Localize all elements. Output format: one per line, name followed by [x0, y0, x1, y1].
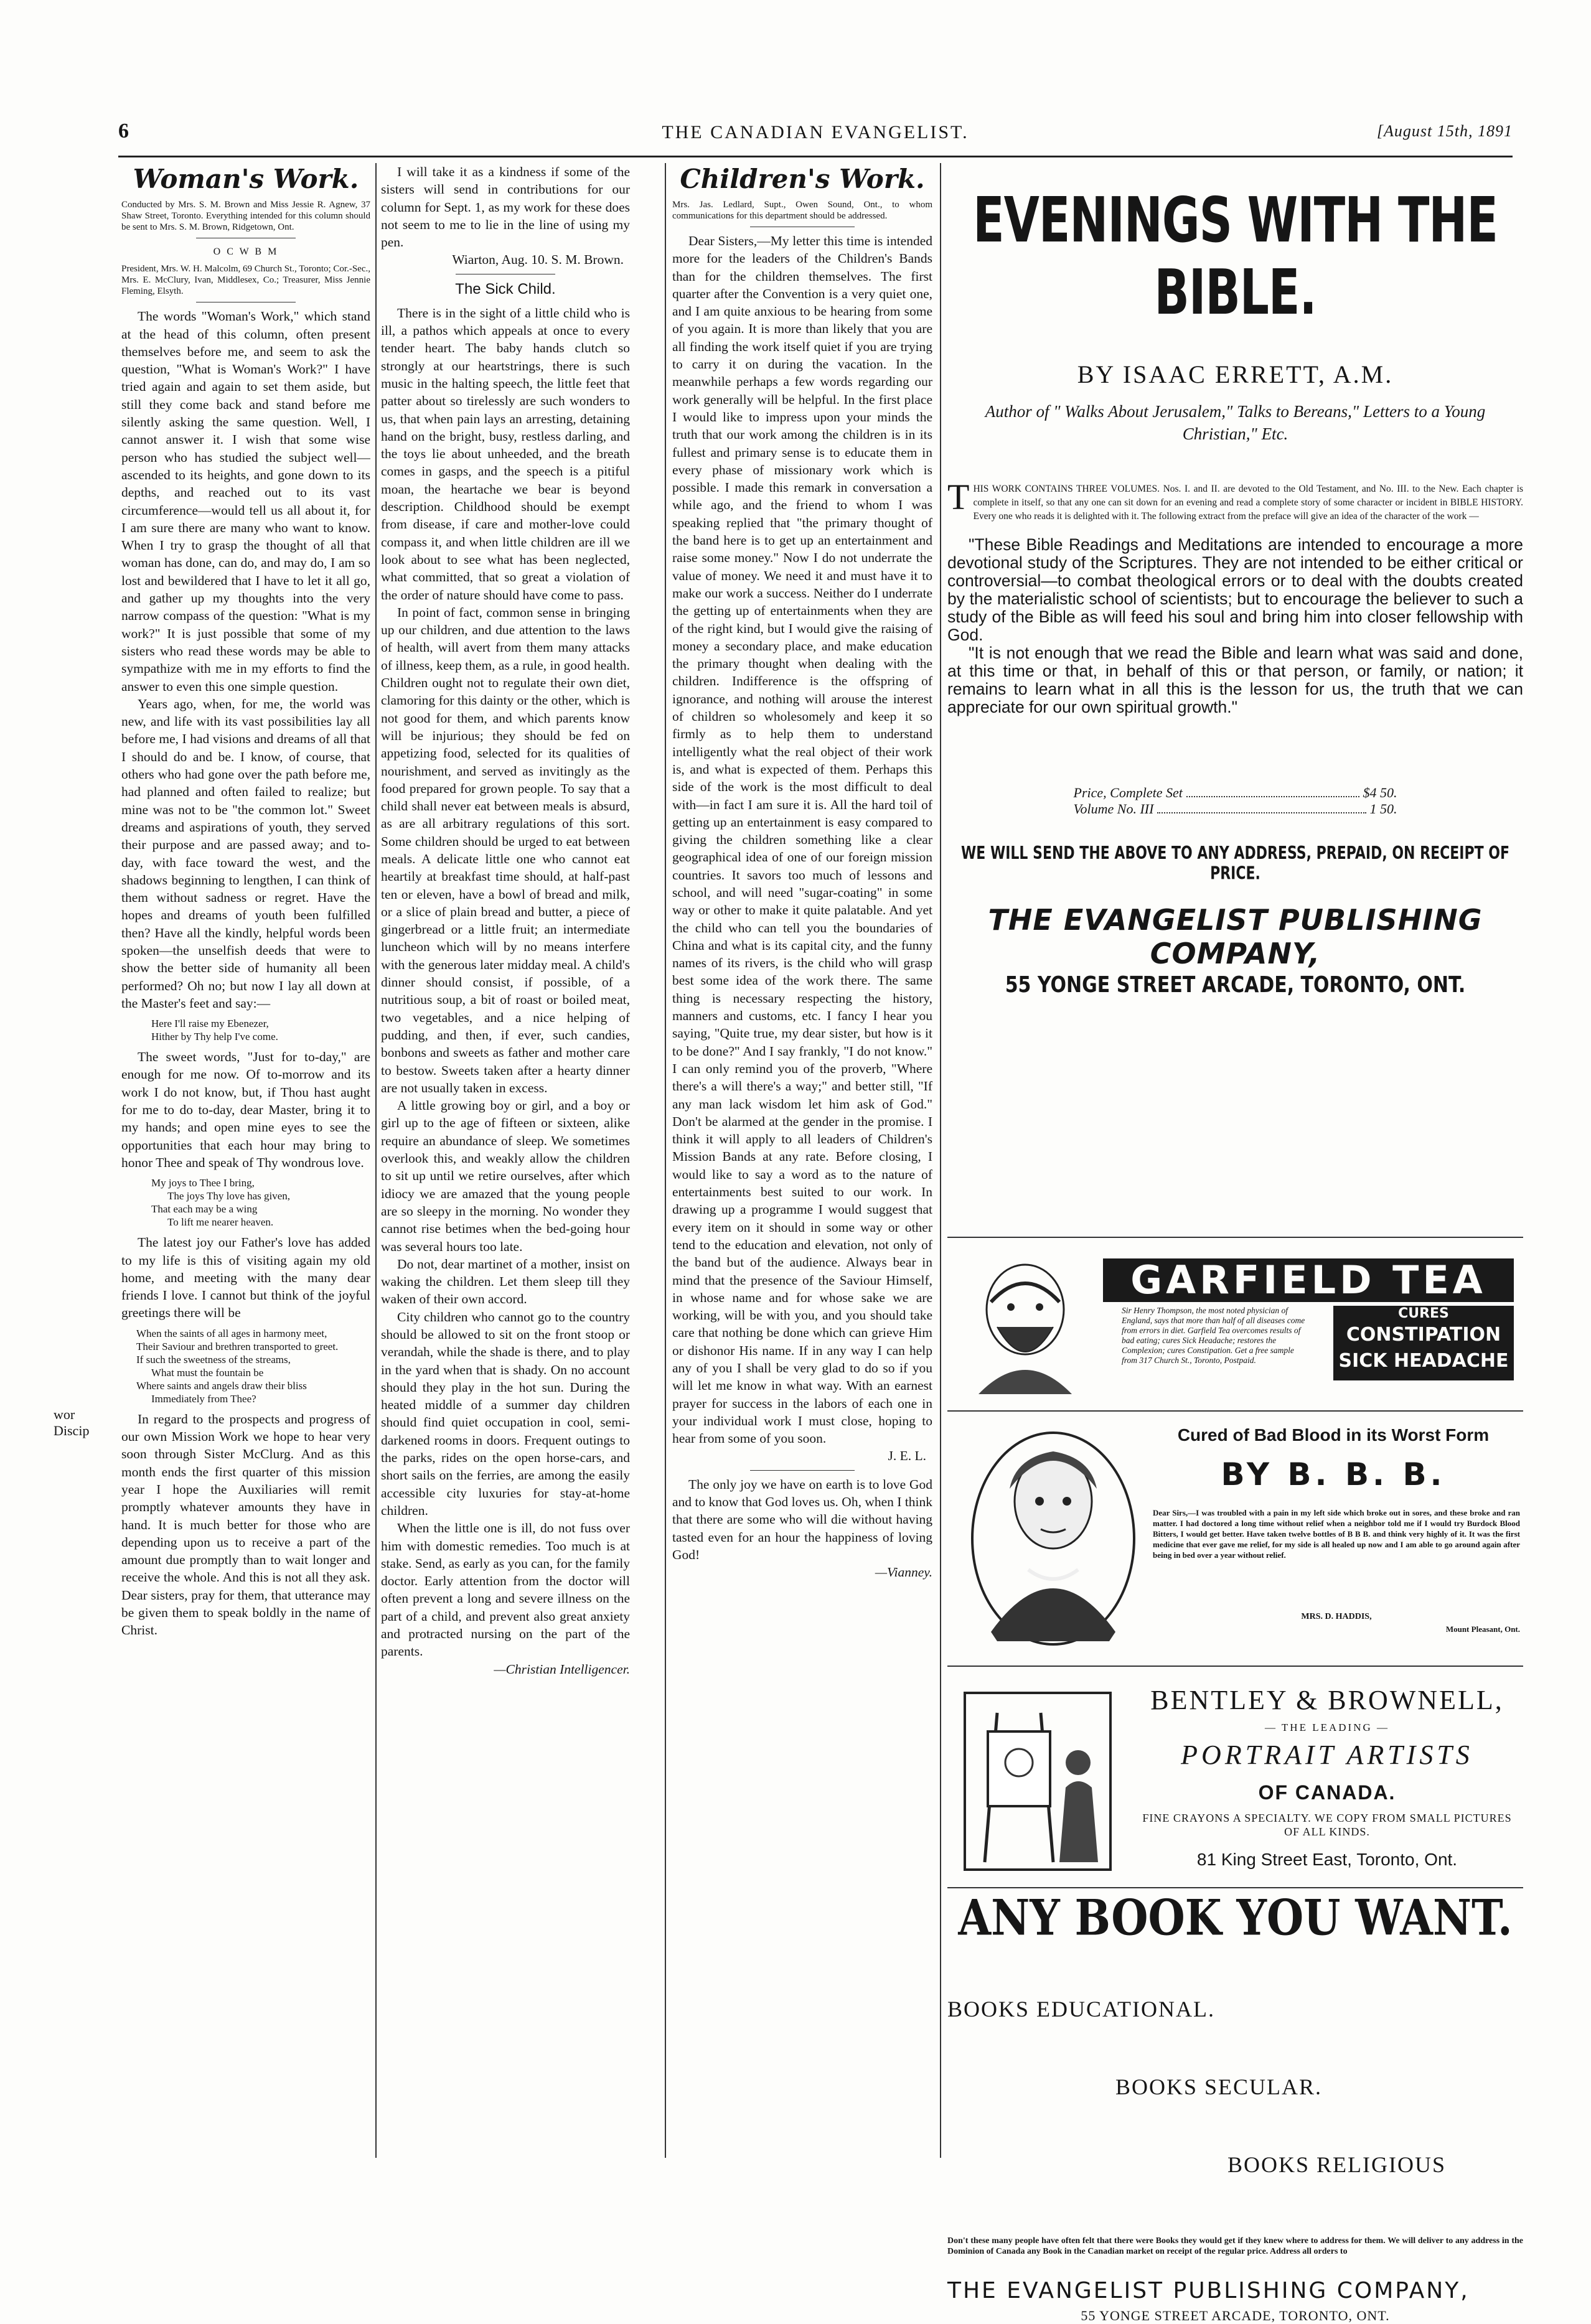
org-name: O C W B M [213, 246, 279, 257]
source-credit: —Vianney. [875, 1565, 932, 1580]
tea-banner: GARFIELD TEA [1103, 1258, 1514, 1302]
bible-ad-intro-text: HIS WORK CONTAINS THREE VOLUMES. Nos. I. and II. are devoted to the Old Testament, and No. III. to the New. Each chapter is complete in itself, so that any one can sit down for an evening and read a complete story of some character or incident in BIBLE HISTORY. Every one who reads it is delighted with it. The following extract from the preface will give an idea of the character of the work — [973, 484, 1523, 522]
bentley-leading: — THE LEADING — [1264, 1722, 1390, 1733]
signature: J. E. L. [888, 1448, 926, 1464]
books-line: BOOKS SECULAR. [1115, 2074, 1323, 2099]
bentley-brownell-ad [947, 1669, 1523, 1918]
paragraph: The only joy we have on earth is to love God and to know that God loves us. Oh, when I think that there are some who will die without having tasted even for an hour the happiness of loving God! [672, 1476, 932, 1562]
books-headline: ANY BOOK YOU WANT. [958, 1890, 1513, 1947]
books-address: 55 YONGE STREET ARCADE, TORONTO, ONT. [1081, 2308, 1390, 2323]
poem-line: Their Saviour and brethren transported to greet. [136, 1340, 339, 1352]
bible-ad-works: Author of " Walks About Jerusalem," Talks to Bereans," Letters to a Young Christian," Etc. [985, 402, 1486, 443]
poem-line: What must the fountain be [151, 1366, 264, 1379]
price-label: Price, Complete Set [1073, 785, 1183, 800]
margin-note: wor [54, 1407, 75, 1422]
poem-line: Hither by Thy help I've come. [151, 1031, 278, 1043]
price-value: 1 50. [1369, 801, 1397, 817]
ad-divider [947, 1410, 1523, 1412]
bbb-testimonial: Dear Sirs,—I was troubled with a pain in my left side which broke out in sores, and these broke and ran matter. I had doctored a long time without relief when a neighbor told me if I would try Burdock Blood Bitters, I would get better. Have taken twelve bottles of B B B. and think very highly of it. It was the first medicine that ever gave me relief, for my side is all healed up now and I am able to go around again after being in bed over a year without relief. [1153, 1508, 1520, 1560]
bbb-signature: MRS. D. HADDIS, [1301, 1612, 1372, 1621]
paragraph: When the little one is ill, do not fuss over him with domestic remedies. Too much is at stake. Send, as early as you can, for the family doctor. Early attention from the doctor will often prevent a long and severe illness on the part of a child, and prevent also great anxiety and protracted nursing on the part of the parents. [381, 1520, 630, 1659]
officers-list: President, Mrs. W. H. Malcolm, 69 Church St., Toronto; Cor.-Sec., Mrs. E. McClury, Ivan, Middlesex, Co.; Treasurer, Miss Jennie Fleming, Elsyth. [121, 264, 370, 297]
tea-cures-item: CONSTIPATION [1346, 1324, 1501, 1346]
bible-ad-title: EVENINGS WITH THE BIBLE. [973, 184, 1498, 329]
paragraph: In regard to the prospects and progress of our own Mission Work we hope to hear very soon through Sister McClurg. And as this month ends the first quarter of this mission year I hope the Auxiliaries will remit promptly whatever amounts they have in hand. It is much better for those who are depending upon us to receive a part of the amount due promptly than to wait longer and receive the whole. And this is not all they ask. Dear sisters, pray for them, that utterance may be given them to speak boldly in the name of Christ. [121, 1411, 370, 1638]
paragraph: There is in the sight of a little child who is ill, a pathos which appeals at once to every tender heart. The baby hands clutch so strongly at our heartstrings, there is such music in the halting speech, the little feet that patter about so tirelessly are such wonders to us, that when pain lays an arresting, detaining hand on the bright, busy, restless darling, and the toys lie about unheeded, and the breath comes in gasps, and the speech is a pitiful moan, the heartache we bear is beyond description. Childhood should be exempt from disease, if care and mother-love could compass it, and when little children are ill we look about to see what has been neglected, what committed, that so great a violation of the order of nature should have come to pass. [381, 305, 630, 602]
bbb-brand: BY B. B. B. [1221, 1456, 1446, 1492]
poem-line: If such the sweetness of the streams, [136, 1353, 291, 1366]
poem-line: My joys to Thee I bring, [151, 1177, 255, 1189]
paragraph: City children who cannot go to the country should be allowed to sit on the front stoop or verandah, while the shade is there, and to play in the yard when that is shady. On no account should they play in the hot sun. During the heated middle of a summer day children should find quiet occupation in cool, semi-darkened rooms in doors. Frequent outings to the parks, rides on the open horse-cars, and short sails on the ferries, are among the easily accessible city luxuries for stay-at-home children. [381, 1309, 630, 1518]
books-line: BOOKS EDUCATIONAL. [947, 1997, 1215, 2022]
header-rule [118, 156, 1513, 157]
poem [121, 1176, 370, 1229]
paragraph: Dear Sisters,—My letter this time is intended more for the leaders of the Children's Bands than for the children themselves. The first quarter after the Convention is a very quiet one, and I am quite anxious to be hearing from some of you again. It is more than likely that you are all finding the work itself quiet if you are trying to carry it on during the vacation. In the meanwhile perhaps a few words regarding our work generally will be helpful. In the first place I would like to impress upon your minds the truth that our work among the children is in its fullest and primary sense is to educate them in every phase of missionary work which is possible. I made this remark in conversation a while ago, and the friend to whom I was speaking replied that "the primary thought of the band here is to get up an entertainment and raise some money." Now I do not underrate the value of money. We need it and must have it to make our work a success. Neither do I underrate the getting up of entertainments when they are of the right kind, but I would give the raising of money a secondary place, and make education the primary thought when dealing with the children. Indifference is the offspring of ignorance, and nothing will arouse the interest of children so wholesomely and keep it so firmly as to help them to understand intelligently what the real object of their work is, and what is expected of them. Perhaps this side of the work is the most difficult to deal with—in fact I am sure it is. All the hard toil of getting up an entertainment is easy compared to giving the children something like a clear geographical idea of one of our foreign mission countries. It savors too much of lessons and school, and will need "sugar-coating" in some way or other to make it quite palatable. And yet the child who can tell you the boundaries of China and what is its capital city, and the funny names of its rivers, is the child who will grasp best some idea of the work there. The same thing is necessary respecting the history, manners and customs, etc. I fancy I hear you saying, "Quite true, my dear sister, but how is it to be done?" And I say frankly, "I do not know." I can only remind you of the proverb, "Where there's a will there's a way;" and better still, "If any man lack wisdom let him ask of God." Don't be alarmed at the gender in the promise. I think it will apply to all leaders of Children's Mission Bands at any rate. Before closing, I would like to say a word as to the nature of entertainments best suited to our work. In drawing up a programme I would suggest that every item on it should in some way or other tend to the education and elevation, not only of the band but of the audience. Always bear in mind that the presence of the Saviour Himself, in whose name and for whose sake we are working, will be with you, and you should take care that nothing be done which can grieve Him or dishonor His name. If in any way I can help any of you I shall be very glad to do so if you will let me know in what way. With an earnest prayer for success in the labors of each one in your individual work I must close, hoping to hear from some of you soon. [672, 233, 932, 1446]
garfield-tea-ad [947, 1246, 1523, 1408]
woman-portrait-engraving [960, 1420, 1147, 1657]
bentley-address: 81 King Street East, Toronto, Ont. [1196, 1850, 1458, 1869]
books-publisher: THE EVANGELIST PUBLISHING COMPANY, [947, 2278, 1470, 2303]
page-header [118, 119, 1513, 147]
bible-ad-author: BY ISAAC ERRETT, A.M. [1077, 360, 1394, 388]
price-list [1074, 785, 1397, 817]
publisher-address: 55 YONGE STREET ARCADE, TORONTO, ONT. [1005, 972, 1466, 998]
drop-cap: T [947, 477, 970, 517]
poem [121, 1327, 370, 1405]
advertisements-column [947, 163, 1523, 2323]
dot-leader [1157, 801, 1366, 813]
poem-line: To lift me nearer heaven. [167, 1216, 274, 1229]
paragraph: The words "Woman's Work," which stand at the head of this column, often present themselves before me, and seem to ask the question, "What is Woman's Work?" I have tried again and again to set them aside, but still they come back and stand before me silently asking the same question. Well, I cannot answer it. I wish that some wise person who has studied the subject well—ascended to its heights, and gone down to its depths, and reached out to its vast circumference—would tell us all about it, for I am sure there are many who want to know. When I try to grasp the thought of all that woman has done, can do, and may do, I am so lost and bewildered that I have to let it all go, and gather up my thoughts into the very narrow compass of the question: "What is my work?" It is just possible that some of my sisters who read these words may be able to sympathize with me in my efforts to find the answer to even this one simple question. [121, 309, 370, 694]
separator [750, 1470, 854, 1471]
paragraph: Do not, dear martinet of a mother, insist on waking the children. Let them sleep till they waken of their own accord. [381, 1256, 630, 1307]
bentley-specialty: FINE CRAYONS A SPECIALTY. WE COPY FROM SMALL PICTURES OF ALL KINDS. [1142, 1812, 1512, 1838]
paragraph: The latest joy our Father's love has added to my life is this of visiting again my old home, and meeting with the many dear friends I love. I cannot but think of the joyful greetings there will be [121, 1235, 370, 1321]
bentley-name: BENTLEY & BROWNELL, [1150, 1685, 1504, 1715]
paragraph: In point of fact, common sense in bringing up our children, and due attention to the laws of health, will avert from them many attacks of illness, keep them, as a rule, in good health. Children ought not to regulate their own diet, clamoring for this dainty or the other, which is not good for them, and which parents know will be injurious; they should be fed on appetizing food, selected for its qualities of nourishment, and served as invitingly as the food prepared for grown people. To say that a child shall never eat between meals is absurd, as are all arbitrary regulations of this sort. Some children should be urged to eat between meals. A delicate little one who cannot eat heartily at breakfast time should, at half-past ten or eleven, have a bowl of bread and milk, or a slice of plain bread and butter, a piece of gingerbread or a little fruit; an intermediate luncheon which will by no means interfere with the generous later midday meal. A child's dinner should consist, if possible, of a nutritious soup, a bit of roast or boiled meat, two vegetables, and a nice helping of pudding, and then, if ever, such candies, bonbons and sweets as father and mother care to bestow. Sweets taken after a hearty dinner are not usually taken in excess. [381, 604, 630, 1095]
tea-cures-label: CURES [1398, 1306, 1449, 1321]
bible-ad-intro [947, 477, 1523, 523]
paragraph: A little growing boy or girl, and a boy or girl up to the age of fifteen or sixteen, alike require an abundance of sleep. We sometimes overlook this, and weakly allow the children to sit up until we retire ourselves, after which idiocy we are amazed that the young people are so sleepy in the morning. No wonder they cannot rise betimes when the bed-going hour was several hours too late. [381, 1098, 630, 1254]
poem-line: When the saints of all ages in harmony meet, [136, 1327, 327, 1339]
childrens-work-heading: Children's Work. [680, 164, 925, 194]
ad-divider [947, 1887, 1523, 1888]
bentley-canada: OF CANADA. [1258, 1781, 1396, 1804]
price-row [1074, 785, 1397, 801]
quote-paragraph: "These Bible Readings and Meditations are intended to encourage a more devotional study of the Scriptures. They are not intended to be either critical or controversial—to combat theological errors or to deal with the doubts created by the materialistic school of scientists; but to encourage the believer to such a study of the Bible as will feed his soul and bring him into closer fellowship with God. [947, 535, 1523, 644]
poem-line: Immediately from Thee? [151, 1392, 256, 1405]
poem-line: That each may be a wing [151, 1203, 258, 1216]
tea-ad-text: Sir Henry Thompson, the most noted physician of England, says that more than half of all diseases come from errors in diet. Garfield Tea overcomes results of bad eating; cures Sick Headache; restores the Complexion; cures Constipation. Get a free sample from 317 Church St., Toronto, Postpaid. [1122, 1306, 1305, 1365]
tea-cures-item: SICK HEADACHE [1338, 1350, 1509, 1372]
bbb-location: Mount Pleasant, Ont. [1445, 1624, 1520, 1634]
bentley-portrait: PORTRAIT ARTISTS [1181, 1740, 1473, 1770]
publisher-name: THE EVANGELIST PUBLISHING COMPANY, [988, 903, 1483, 970]
poem [121, 1017, 370, 1043]
womans-work-heading: Woman's Work. [133, 164, 359, 194]
artist-easel-engraving [960, 1688, 1115, 1875]
quote-paragraph: "It is not enough that we read the Bible and learn what was said and done, at this time or that, in behalf of this or that person, or family, or nation; it remains to learn what in all this is the lesson for us, the truth that we can appreciate for our own spiritual growth." [947, 644, 1523, 716]
sick-child-column [381, 163, 630, 2158]
womans-work-column [121, 163, 370, 2158]
poem-line: The joys Thy love has given, [167, 1190, 291, 1202]
dot-leader [1186, 785, 1359, 797]
margin-note: Discip [54, 1423, 90, 1438]
bbb-headline: Cured of Bad Blood in its Worst Form [1177, 1425, 1490, 1445]
issue-date: [August 15th, 1891 [1376, 122, 1513, 140]
bible-ad-quote [947, 536, 1523, 716]
childrens-work-column [672, 163, 932, 2158]
poem-line: Here I'll raise my Ebenezer, [151, 1018, 269, 1030]
source-credit: —Christian Intelligencer. [494, 1661, 630, 1677]
column-rule [375, 163, 377, 2158]
tea-cures-box [1333, 1306, 1514, 1380]
price-value: $4 50. [1363, 785, 1397, 800]
books-line: BOOKS RELIGIOUS [1227, 2152, 1447, 2177]
column-intro: Conducted by Mrs. S. M. Brown and Miss Jessie R. Agnew, 37 Shaw Street, Toronto. Everything intended for this column should be sent to Mrs. S. M. Brown, Ridgetown, Ont. [121, 200, 370, 232]
poem-line: Where saints and angels draw their bliss [136, 1379, 307, 1392]
column-intro: Mrs. Jas. Ledlard, Supt., Owen Sound, Ont., to whom communications for this department should be addressed. [672, 200, 932, 221]
price-row [1074, 801, 1397, 817]
bbb-ad [947, 1414, 1523, 1663]
page-number: 6 [118, 119, 129, 143]
books-note: Don't these many people have often felt that there were Books they would get if they knew where to address for them. We will deliver to any address in the Dominion of Canada any Book in the Canadian market on receipt of the regular price. Address all orders to [947, 2236, 1523, 2256]
column-rule [940, 163, 941, 2158]
paragraph: The sweet words, "Just for to-day," are enough for me now. Of to-morrow and its work I do not know, but, if Thou hast aught for me to do to-day, dear Master, bring it to my hands; and open mine eyes to see the opportunities that each hour may bring to honor Thee and speak of Thy wondrous love. [121, 1049, 370, 1170]
portrait-engraving [954, 1252, 1097, 1395]
column-rule [665, 163, 666, 2158]
article-title: The Sick Child. [455, 280, 556, 298]
ad-divider [947, 1666, 1523, 1667]
signature: Wiarton, Aug. 10. S. M. Brown. [452, 252, 624, 268]
price-label: Volume No. III [1073, 801, 1154, 817]
send-notice: WE WILL SEND THE ABOVE TO ANY ADDRESS, PREPAID, ON RECEIPT OF PRICE. [961, 843, 1509, 884]
ad-divider [947, 1237, 1523, 1238]
paragraph: I will take it as a kindness if some of the sisters will send in contributions for our column for Sept. 1, as my work for these does not seem to me to lie in the line of using my pen. [381, 164, 630, 250]
paragraph: Years ago, when, for me, the world was new, and life with its vast possibilities lay all before me, I had visions and dreams of all that I should do and be. I know, of course, that others who had gone over the path before me, had planned and often failed to realize; but mine was not to be "the common lot." Sweet dreams and aspirations of youth, they served their purpose and are passed away; and to-day, with face toward the west, and the shadows beginning to lengthen, I can think of them without sadness or regret. Have the hopes and dreams of youth been fulfilled then? Have all the kindly, helpful words been spoken—the unselfish deeds that were to show the better side of humanity all been performed? Oh no; but now I lay all down at the Master's feet and say:— [121, 696, 370, 1011]
paper-title: THE CANADIAN EVANGELIST. [662, 122, 969, 143]
